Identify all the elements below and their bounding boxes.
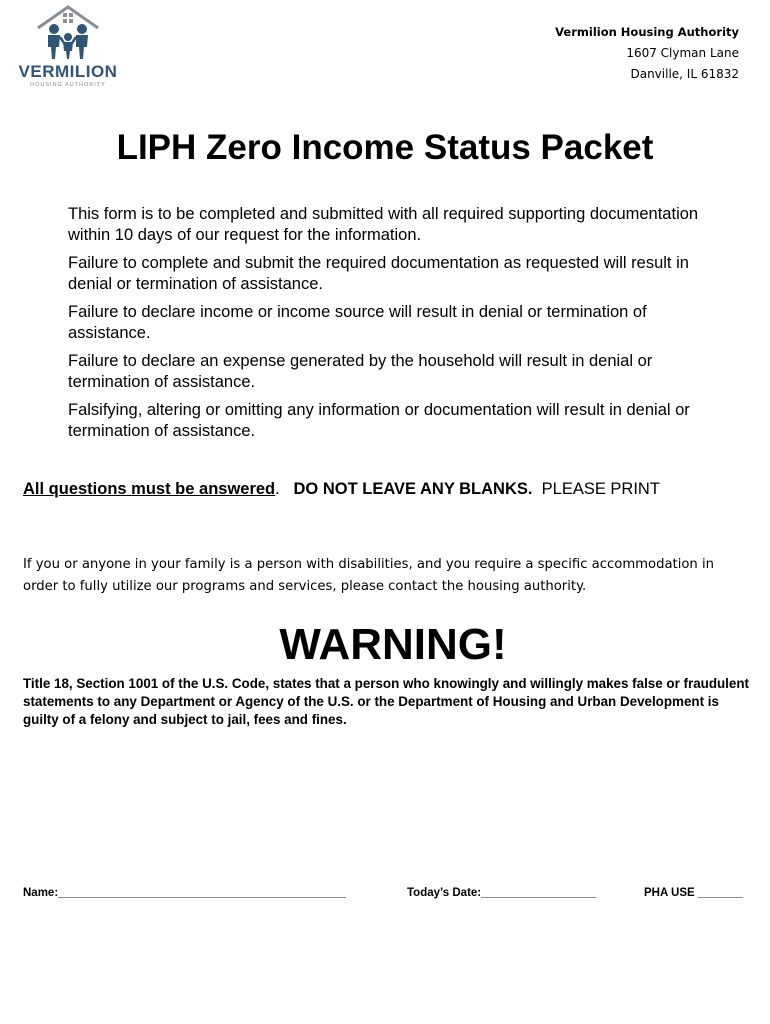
warning-heading: WARNING! <box>279 620 507 669</box>
logo-wordmark: VERMILION <box>18 62 118 81</box>
answer-all-text: All questions must be answered <box>23 480 276 498</box>
accommodation-notice: If you or anyone in your family is a person with disabilities, and you require a specific accommodation in order to fully utilize our programs and services, please contact the housing authority. <box>23 557 715 594</box>
instructions-line <box>23 480 763 499</box>
family-house-icon <box>14 4 122 64</box>
organization-name: Vermilion Housing Authority <box>555 25 739 39</box>
please-print-text: PLEASE PRINT <box>541 480 660 498</box>
intro-paragraph: Failure to declare an expense generated by the household will result in denial or termination of assistance. <box>68 352 653 391</box>
todays-date-field[interactable]: Today’s Date:__________________ <box>407 887 597 899</box>
name-field[interactable]: Name:_____________________________________________ <box>23 887 346 899</box>
warning-text: Title 18, Section 1001 of the U.S. Code, states that a person who knowingly and willingly makes false or fraudulent statements to any Department or Agency of the U.S. or the Department of Housing and Urban Development is guilty of a felony and subject to jail, fees and fines. <box>23 676 749 727</box>
address-block <box>555 22 739 85</box>
period: . <box>275 480 280 498</box>
intro-paragraph: Failure to declare income or income source will result in denial or termination of assistance. <box>68 303 647 342</box>
pha-use-field: PHA USE _______ <box>644 887 743 899</box>
no-blanks-text: DO NOT LEAVE ANY BLANKS. <box>293 480 533 498</box>
vermilion-logo <box>14 4 122 92</box>
page-title: LIPH Zero Income Status Packet <box>116 128 654 167</box>
intro-paragraph: This form is to be completed and submitted with all required supporting documentation within 10 days of our request for the information. <box>68 205 699 244</box>
city-state-zip: Danville, IL 61832 <box>630 67 739 81</box>
logo-subtitle: HOUSING AUTHORITY <box>30 82 106 88</box>
street-address: 1607 Clyman Lane <box>626 46 739 60</box>
intro-paragraph: Failure to complete and submit the required documentation as requested will result in denial or termination of assistance. <box>68 254 689 293</box>
intro-paragraph: Falsifying, altering or omitting any information or documentation will result in denial or termination of assistance. <box>68 401 690 440</box>
intro-section <box>68 204 718 449</box>
